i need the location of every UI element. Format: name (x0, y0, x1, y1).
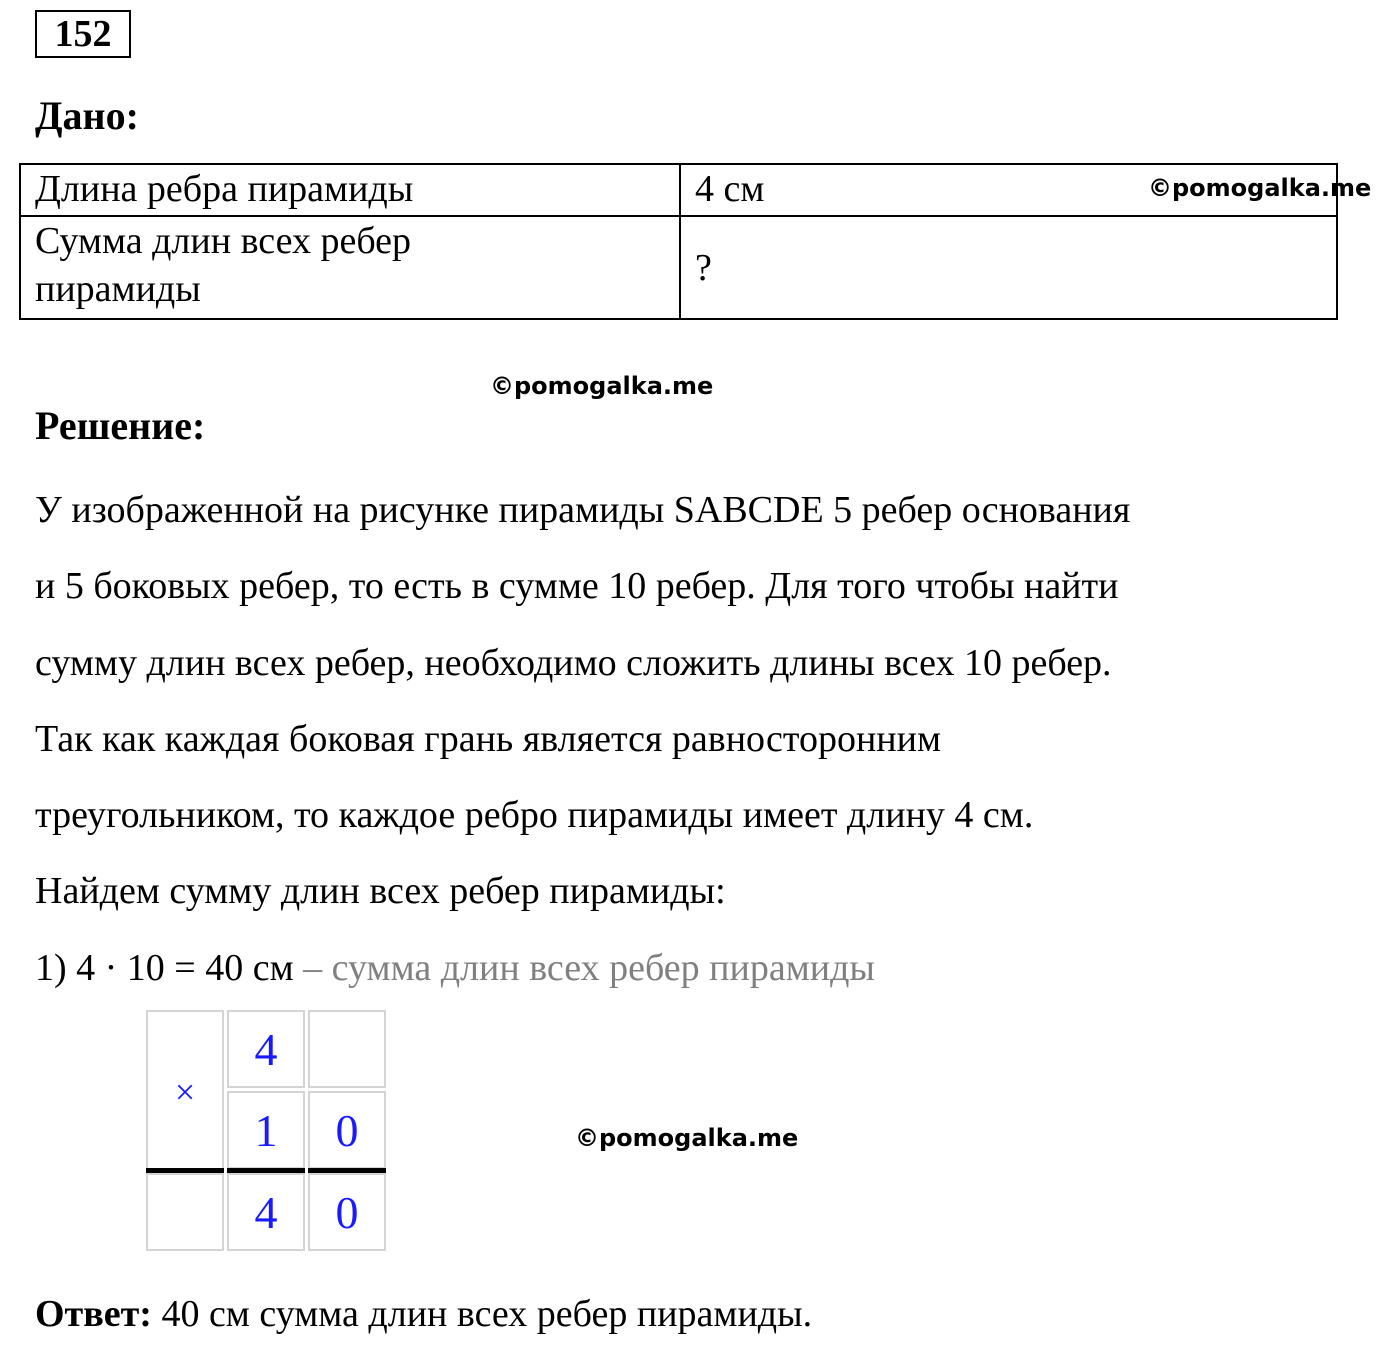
watermark: ©pomogalka.me (490, 372, 714, 400)
watermark: ©pomogalka.me (575, 1124, 799, 1152)
multiplicand-digit: 4 (227, 1010, 305, 1088)
given-label-edge-sum-line1: Сумма длин всех ребер (35, 220, 412, 262)
given-value-edge-sum: ? (680, 216, 1337, 319)
step-expression: 1) 4 · 10 = 40 см (35, 946, 294, 989)
solution-line: У изображенной на рисунке пирамиды SABCDE 5 ребер основания (35, 489, 1131, 531)
solution-heading: Решение: (35, 403, 206, 448)
result-digit: 4 (227, 1173, 305, 1251)
step-note: – сумма длин всех ребер пирамиды (293, 946, 875, 989)
multiplier-digit: 1 (227, 1091, 305, 1169)
table-row (20, 216, 1337, 319)
solution-line: Найдем сумму длин всех ребер пирамиды: (35, 870, 726, 913)
solution-line: треугольником, то каждое ребро пирамиды имеет длину 4 см. (35, 794, 1034, 837)
result-digit: 0 (308, 1173, 386, 1251)
result-empty-cell (146, 1173, 224, 1251)
answer-label: Ответ: (35, 1293, 152, 1335)
multiplier-digit: 0 (308, 1091, 386, 1169)
solution-step (35, 930, 1355, 1006)
watermark: ©pomogalka.me (1148, 174, 1372, 202)
problem-number: 152 (35, 10, 131, 58)
given-label-edge-sum-line2: пирамиды (35, 268, 201, 310)
given-heading: Дано: (35, 93, 139, 138)
given-table (19, 163, 1338, 320)
answer-text: 40 см сумма длин всех ребер пирамиды. (151, 1293, 813, 1335)
solution-line: и 5 боковых ребер, то есть в сумме 10 ребер. Для того чтобы найти (35, 565, 1119, 608)
answer (35, 1290, 812, 1338)
solution-line: сумму длин всех ребер, необходимо сложить длины всех 10 ребер. (35, 641, 1112, 684)
table-row (20, 164, 1337, 216)
multiplication-sign: × (146, 1010, 224, 1170)
given-label-edge-length: Длина ребра пирамиды (20, 164, 680, 216)
solution-text (35, 472, 1355, 1006)
given-value-edge-length: 4 см (680, 164, 1337, 216)
solution-line: Так как каждая боковая грань является равносторонним (35, 717, 942, 760)
given-label-edge-sum (20, 216, 680, 319)
multiplicand-digit (308, 1010, 386, 1088)
